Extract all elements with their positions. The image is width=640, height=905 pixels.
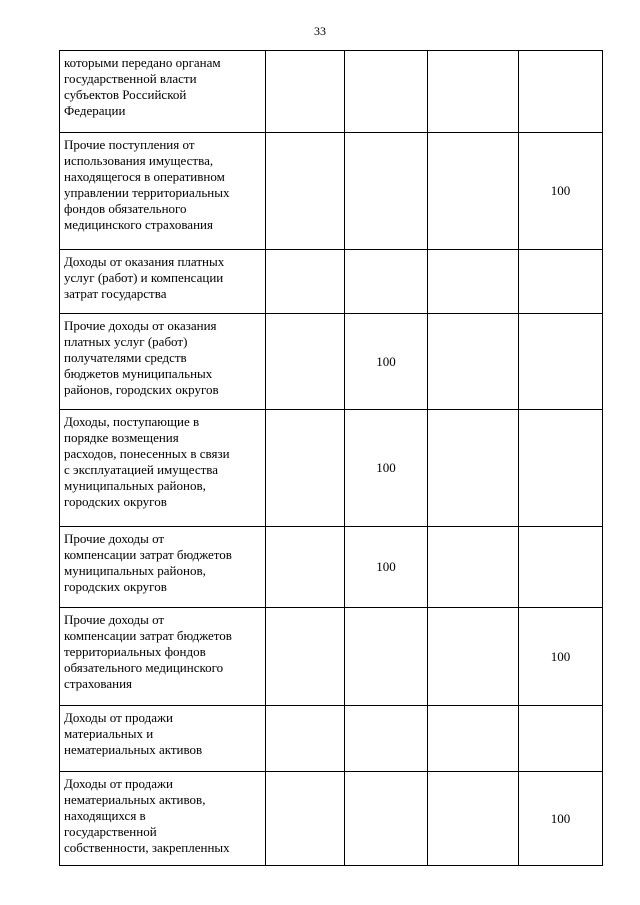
revenue-description-cell (60, 706, 266, 772)
value-cell (428, 772, 519, 866)
value-cell (428, 706, 519, 772)
value-cell (428, 51, 519, 133)
table-body (60, 51, 603, 866)
value-cell (345, 706, 428, 772)
value-cell: 100 (519, 608, 603, 706)
description-line: Прочие доходы от (64, 531, 165, 546)
revenue-description-cell (60, 314, 266, 410)
value-cell (345, 133, 428, 250)
description-line: Прочие поступления от (64, 137, 195, 152)
value-cell (345, 608, 428, 706)
table-row (60, 527, 603, 608)
value-cell (345, 51, 428, 133)
description-line: компенсации затрат бюджетов (64, 628, 232, 643)
table-row (60, 706, 603, 772)
description-line: государственной (64, 824, 157, 839)
page-number: 33 (314, 24, 326, 38)
description-line: находящегося в оперативном (64, 169, 225, 184)
value-cell: 100 (345, 410, 428, 527)
revenue-description-cell (60, 51, 266, 133)
value-cell: 100 (519, 133, 603, 250)
description-line: компенсации затрат бюджетов (64, 547, 232, 562)
description-line: услуг (работ) и компенсации (64, 270, 224, 285)
revenue-description-cell (60, 527, 266, 608)
revenue-description-cell (60, 133, 266, 250)
value-cell (266, 527, 345, 608)
description-line: медицинского страхования (64, 217, 213, 232)
description-line: бюджетов муниципальных (64, 366, 213, 381)
value-cell (428, 410, 519, 527)
table-row (60, 772, 603, 866)
revenue-description-cell (60, 250, 266, 314)
value-cell (345, 250, 428, 314)
description-line: Доходы от продажи (64, 710, 173, 725)
description-line: субъектов Российской (64, 87, 187, 102)
value-cell (428, 314, 519, 410)
table-row (60, 410, 603, 527)
description-line: платных услуг (работ) (64, 334, 188, 349)
table-row (60, 250, 603, 314)
value-cell (266, 314, 345, 410)
value-cell: 100 (345, 527, 428, 608)
value-cell (428, 133, 519, 250)
value-cell: 100 (519, 772, 603, 866)
value-cell (266, 706, 345, 772)
value-cell (266, 250, 345, 314)
description-line: Прочие доходы от (64, 612, 165, 627)
description-line: управлении территориальных (64, 185, 230, 200)
value-cell (266, 410, 345, 527)
description-line: районов, городских округов (64, 382, 219, 397)
value-cell (519, 527, 603, 608)
value-cell (266, 51, 345, 133)
description-line: Доходы от продажи (64, 776, 173, 791)
value-cell (266, 608, 345, 706)
table-row (60, 608, 603, 706)
revenue-description-cell (60, 410, 266, 527)
value-cell (519, 51, 603, 133)
table-row (60, 314, 603, 410)
value-cell: 100 (345, 314, 428, 410)
description-line: городских округов (64, 579, 167, 594)
description-line: нематериальных активов (64, 742, 203, 757)
value-cell (519, 410, 603, 527)
description-line: страхования (64, 676, 133, 691)
value-cell (345, 772, 428, 866)
description-line: материальных и (64, 726, 154, 741)
budget-revenue-table (59, 50, 603, 866)
description-line: порядке возмещения (64, 430, 179, 445)
description-line: затрат государства (64, 286, 167, 301)
description-line: государственной власти (64, 71, 197, 86)
description-line: расходов, понесенных в связи (64, 446, 230, 461)
value-cell (519, 314, 603, 410)
description-line: территориальных фондов (64, 644, 206, 659)
table-row (60, 133, 603, 250)
description-line: с эксплуатацией имущества (64, 462, 219, 477)
description-line: собственности, закрепленных (64, 840, 230, 855)
description-line: муниципальных районов, (64, 563, 206, 578)
value-cell (266, 133, 345, 250)
revenue-description-cell (60, 772, 266, 866)
description-line: которыми передано органам (64, 55, 221, 70)
description-line: фондов обязательного (64, 201, 187, 216)
description-line: нематериальных активов, (64, 792, 206, 807)
description-line: городских округов (64, 494, 167, 509)
description-line: находящихся в (64, 808, 146, 823)
value-cell (519, 706, 603, 772)
value-cell (266, 772, 345, 866)
description-line: обязательного медицинского (64, 660, 224, 675)
value-cell (428, 608, 519, 706)
description-line: использования имущества, (64, 153, 214, 168)
value-cell (428, 250, 519, 314)
revenue-description-cell (60, 608, 266, 706)
description-line: Прочие доходы от оказания (64, 318, 217, 333)
description-line: Доходы, поступающие в (64, 414, 200, 429)
description-line: Федерации (64, 103, 126, 118)
description-line: получателями средств (64, 350, 187, 365)
value-cell (428, 527, 519, 608)
value-cell (519, 250, 603, 314)
description-line: муниципальных районов, (64, 478, 206, 493)
table-row (60, 51, 603, 133)
description-line: Доходы от оказания платных (64, 254, 225, 269)
